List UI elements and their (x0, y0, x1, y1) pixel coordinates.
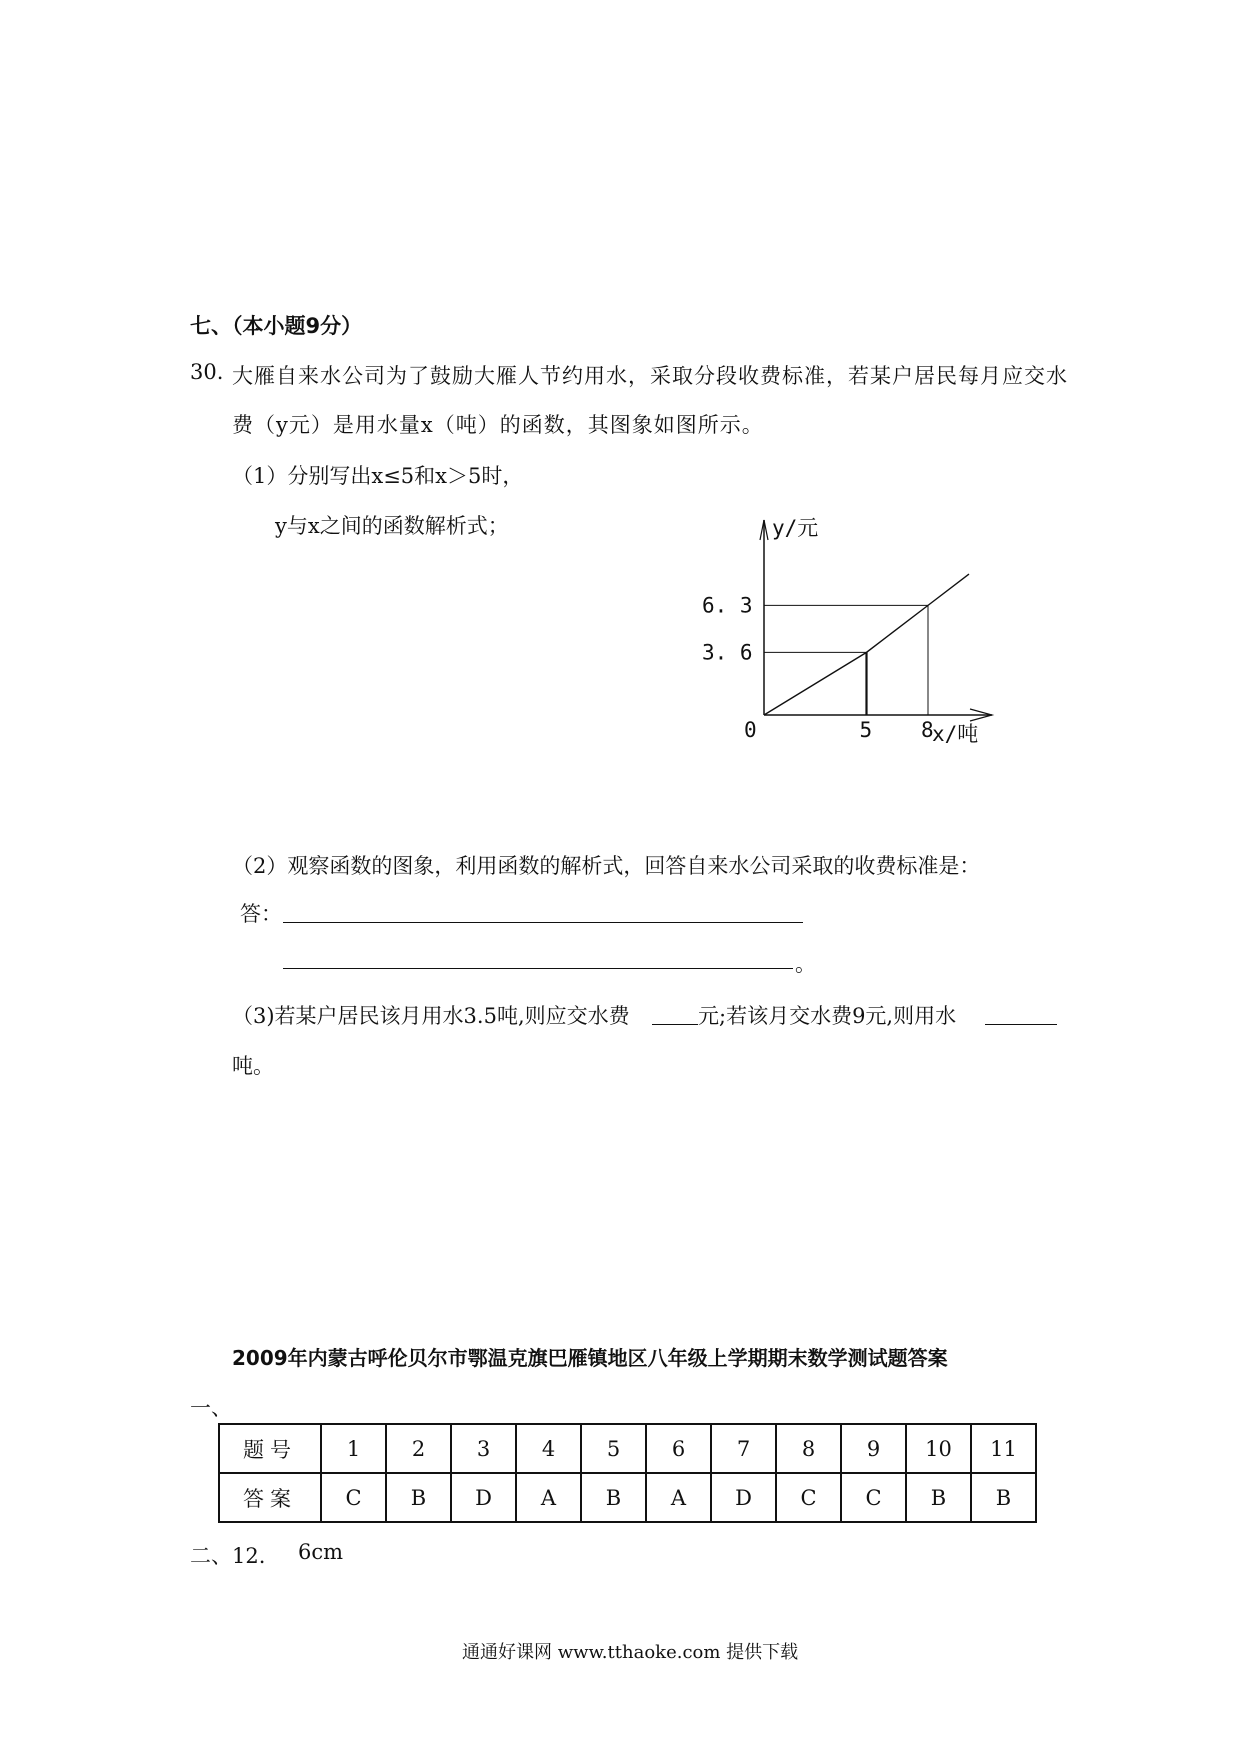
fee-blank[interactable] (652, 1024, 698, 1025)
y-tick-label: 6. 3 (702, 593, 753, 618)
row-header-answer: 答案 (219, 1473, 321, 1522)
section1-label: 一、 (190, 1396, 232, 1420)
answer-blank-line2[interactable] (283, 968, 793, 969)
part1-line2: y与x之间的函数解析式； (275, 514, 509, 538)
part3-text-a: （3)若某户居民该月用水3.5吨,则应交水费 (232, 1004, 630, 1028)
table-cell: 7 (711, 1424, 776, 1473)
x-tick-label: 8 (921, 718, 934, 742)
origin-label: 0 (744, 718, 757, 742)
question-text-line1: 大雁自来水公司为了鼓励大雁人节约用水，采取分段收费标准，若某户居民每月应交水 (232, 364, 1068, 388)
y-axis-label: y/元 (772, 516, 819, 540)
answer-key-title: 2009年内蒙古呼伦贝尔市鄂温克旗巴雁镇地区八年级上学期期末数学测试题答案 (232, 1346, 948, 1370)
answer-period: 。 (795, 952, 816, 976)
table-cell: 1 (321, 1424, 386, 1473)
table-cell: B (906, 1473, 971, 1522)
table-cell: 8 (776, 1424, 841, 1473)
chart-labels (702, 516, 978, 746)
x-tick-label: 5 (859, 718, 873, 742)
table-cell: D (711, 1473, 776, 1522)
part3-text-c: 吨。 (232, 1054, 274, 1078)
y-tick-label: 3. 6 (702, 640, 753, 665)
table-cell: 4 (516, 1424, 581, 1473)
table-row (219, 1473, 1036, 1522)
page-footer: 通通好课网 www.tthaoke.com 提供下载 (462, 1642, 799, 1663)
function-graph (700, 500, 1020, 760)
table-cell: 11 (971, 1424, 1036, 1473)
section-heading: 七、（本小题9分） (190, 314, 363, 338)
table-cell: 3 (451, 1424, 516, 1473)
row-header-number: 题号 (219, 1424, 321, 1473)
table-cell: A (516, 1473, 581, 1522)
water-usage-blank[interactable] (985, 1024, 1057, 1025)
table-cell: B (581, 1473, 646, 1522)
chart-axes (760, 520, 992, 721)
table-cell: 5 (581, 1424, 646, 1473)
table-cell: C (321, 1473, 386, 1522)
table-cell: 10 (906, 1424, 971, 1473)
part3-text-b: 元;若该月交水费9元,则用水 (698, 1004, 957, 1028)
answer-table (218, 1423, 1037, 1523)
table-row (219, 1424, 1036, 1473)
part2-text: （2）观察函数的图象，利用函数的解析式，回答自来水公司采取的收费标准是： (232, 854, 981, 878)
table-cell: C (841, 1473, 906, 1522)
table-cell: D (451, 1473, 516, 1522)
table-cell: B (971, 1473, 1036, 1522)
chart-reference-lines (764, 605, 928, 715)
section2-answer: 6cm (298, 1540, 344, 1564)
table-cell: 6 (646, 1424, 711, 1473)
question-number: 30. (190, 360, 224, 384)
table-cell: A (646, 1473, 711, 1522)
section2-label: 二、12. (190, 1544, 266, 1568)
table-cell: 9 (841, 1424, 906, 1473)
answer-label: 答： (240, 902, 282, 926)
table-cell: B (386, 1473, 451, 1522)
table-cell: 2 (386, 1424, 451, 1473)
x-axis-label: x/吨 (932, 722, 979, 746)
part1-line1: （1）分别写出x≤5和x＞5时， (232, 464, 524, 488)
question-text-line2: 费（y元）是用水量x（吨）的函数，其图象如图所示。 (232, 413, 764, 437)
answer-blank-line1[interactable] (283, 922, 803, 923)
table-cell: C (776, 1473, 841, 1522)
